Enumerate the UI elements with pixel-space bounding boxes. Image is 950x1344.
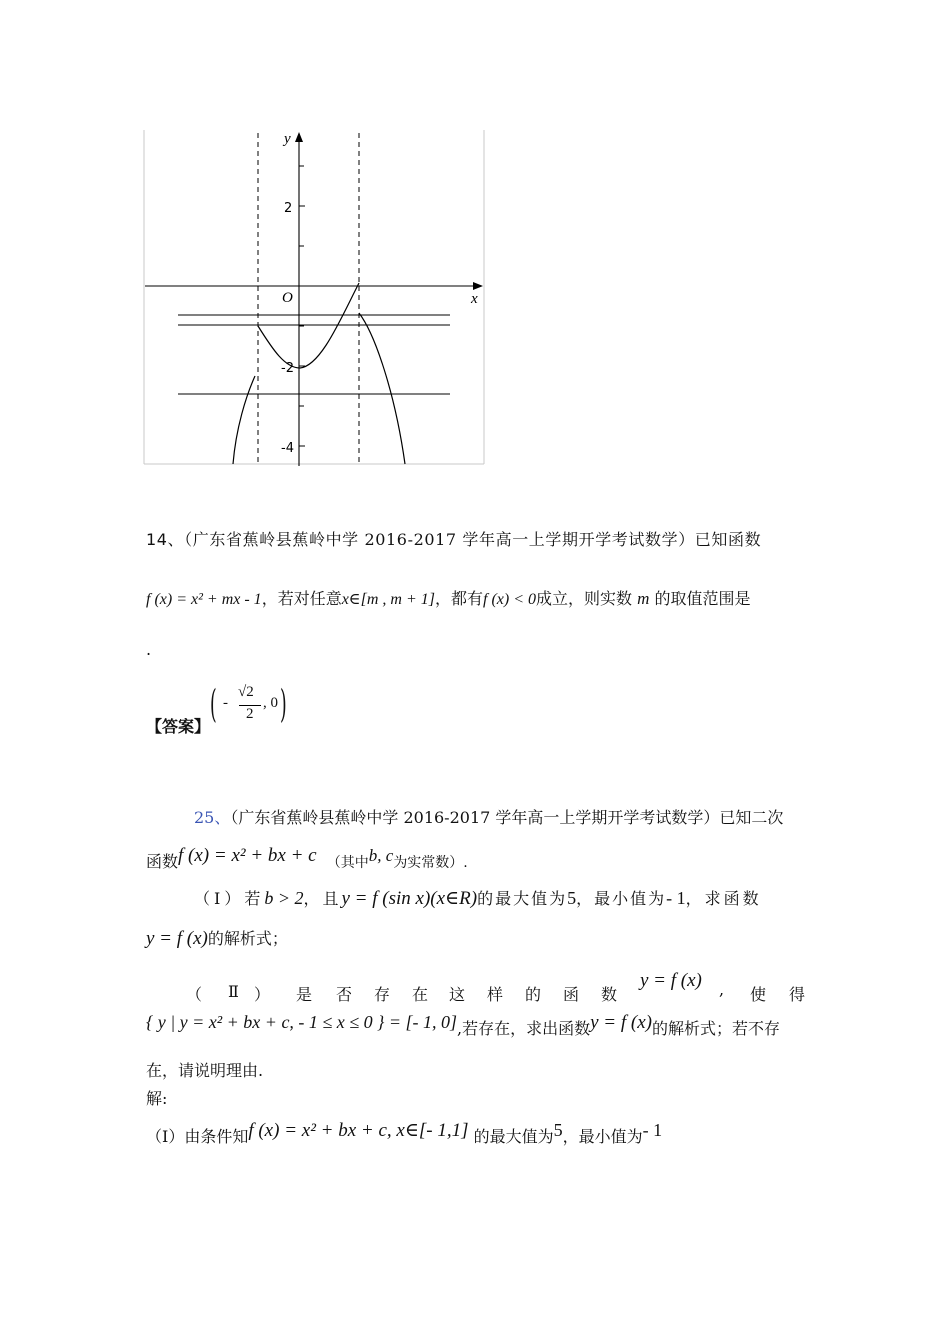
p2-function: y = f (x) (640, 970, 702, 991)
y-axis-label: y (284, 131, 291, 147)
tick-label-2: 2 (284, 201, 293, 216)
p2-word-13: , (719, 980, 725, 999)
p2-y-function: y = f (x) (590, 1012, 652, 1033)
p1-min: - 1 (666, 888, 686, 908)
answer-tail: , 0 (263, 695, 278, 711)
p2-word-12: 数 (601, 985, 618, 1004)
curve-left-branch (233, 376, 255, 464)
p2-word-7: 在 (412, 985, 429, 1004)
sol-head: （Ⅰ）由条件知 (146, 1127, 249, 1146)
sol-function: f (x) = x² + bx + c, x∈[- 1,1] (248, 1120, 469, 1141)
p2-word-4: 是 (296, 985, 313, 1004)
answer-sqrt: √2 (238, 684, 254, 700)
p2-word-9: 样 (487, 985, 504, 1004)
q25-line2 (146, 843, 468, 871)
p1-text2: ，最小值为 (576, 889, 667, 908)
p2-word-15: 得 (789, 985, 806, 1004)
p2-word-8: 这 (449, 985, 466, 1004)
q25-paren-open: （其中 (326, 855, 369, 871)
q25-paren-close: 为实常数）. (393, 855, 468, 871)
q14-text3: 成立，则实数 (536, 589, 633, 608)
sol-text1: 的最大值为 (473, 1127, 554, 1146)
q25-part2-line1 (146, 970, 806, 1004)
answer-denominator: 2 (246, 706, 254, 722)
solution-line1 (146, 1118, 663, 1146)
curve-right-branch (359, 313, 405, 464)
q25-part1-line2 (146, 926, 288, 950)
q14-interval: x∈[m , m + 1] (341, 591, 436, 608)
q14-line2 (146, 586, 751, 609)
sol-min: - 1 (642, 1120, 663, 1140)
p1-y-function: y = f (x) (146, 928, 208, 949)
q25-number: 25、 (194, 808, 231, 827)
q14-dot: . (146, 640, 152, 659)
p1-function: y = f (sin x)(x∈R) (341, 888, 478, 909)
p2-text2: 的解析式；若不存 (652, 1019, 781, 1038)
answer-paren-left: ( (210, 682, 217, 726)
q25-function: f (x) = x² + bx + c (178, 845, 317, 866)
answer-minus: - (223, 695, 228, 711)
y-axis-arrow (295, 132, 303, 142)
solution-label: 解: (146, 1089, 168, 1108)
p1-condition: b > 2 (264, 888, 304, 908)
q25-part1-line1 (194, 886, 762, 910)
p2-word-1: （ (186, 985, 203, 1004)
x-axis-label: x (471, 291, 478, 307)
q14-condition: f (x) < 0 (483, 591, 537, 608)
p2-word-11: 函 (563, 985, 580, 1004)
q25-line1 (194, 805, 783, 828)
q25-line2-head: 函数 (146, 852, 179, 871)
q14-text2: ，都有 (435, 589, 484, 608)
q25-part2-line2 (146, 1010, 781, 1038)
q14-line1 (146, 527, 761, 550)
p1-text3: ，求函数 (685, 889, 762, 908)
p2-word-2: Ⅱ (228, 982, 239, 1001)
x-axis-arrow (473, 282, 483, 290)
sol-max: 5 (553, 1120, 563, 1140)
q14-var-m: m (637, 589, 650, 608)
answer-label: 【答案】 (146, 717, 211, 736)
q25-part2-line3: 在，请说明理由. (146, 1061, 264, 1080)
q25-line1-tail: 已知二次 (719, 808, 784, 827)
origin-label: O (282, 290, 293, 306)
p1-text1: 的最大值为 (477, 889, 568, 908)
p2-word-6: 存 (374, 985, 391, 1004)
q25-source: （广东省蕉岭县蕉岭中学 2016-2017 学年高一上学期开学考试数学） (230, 808, 720, 827)
sol-text2: ，最小值为 (562, 1127, 643, 1146)
p2-word-10: 的 (525, 985, 542, 1004)
q25-bc: b, c (368, 846, 394, 865)
tick-label-neg2: -2 (281, 361, 294, 376)
q14-function: f (x) = x² + mx - 1 (146, 591, 262, 608)
q14-text1: ，若对任意 (261, 589, 342, 608)
p1-text4: 的解析式； (207, 929, 288, 948)
p1-and: ，且 (303, 889, 342, 908)
q14-text4: 的取值范围是 (654, 589, 751, 608)
tick-label-neg4: -4 (281, 441, 294, 456)
q14-source: （广东省蕉岭县蕉岭中学 2016-2017 学年高一上学期开学考试数学） (184, 530, 695, 549)
p2-word-5: 否 (336, 985, 353, 1004)
p1-max: 5 (567, 888, 577, 908)
p2-word-3: ） (254, 985, 271, 1004)
p2-word-14: 使 (750, 985, 767, 1004)
function-graph (143, 128, 487, 468)
p1-label: （Ⅰ）若 (194, 889, 265, 908)
q14-number: 14、 (146, 530, 185, 549)
answer-paren-right: ) (280, 682, 287, 726)
p2-text1: ,若存在，求出函数 (457, 1019, 591, 1038)
answer-expression (210, 684, 290, 728)
p2-set-expression: { y | y = x² + bx + c, - 1 ≤ x ≤ 0 } = [- 1, 0] (146, 1012, 458, 1032)
q14-intro: 已知函数 (694, 530, 762, 549)
